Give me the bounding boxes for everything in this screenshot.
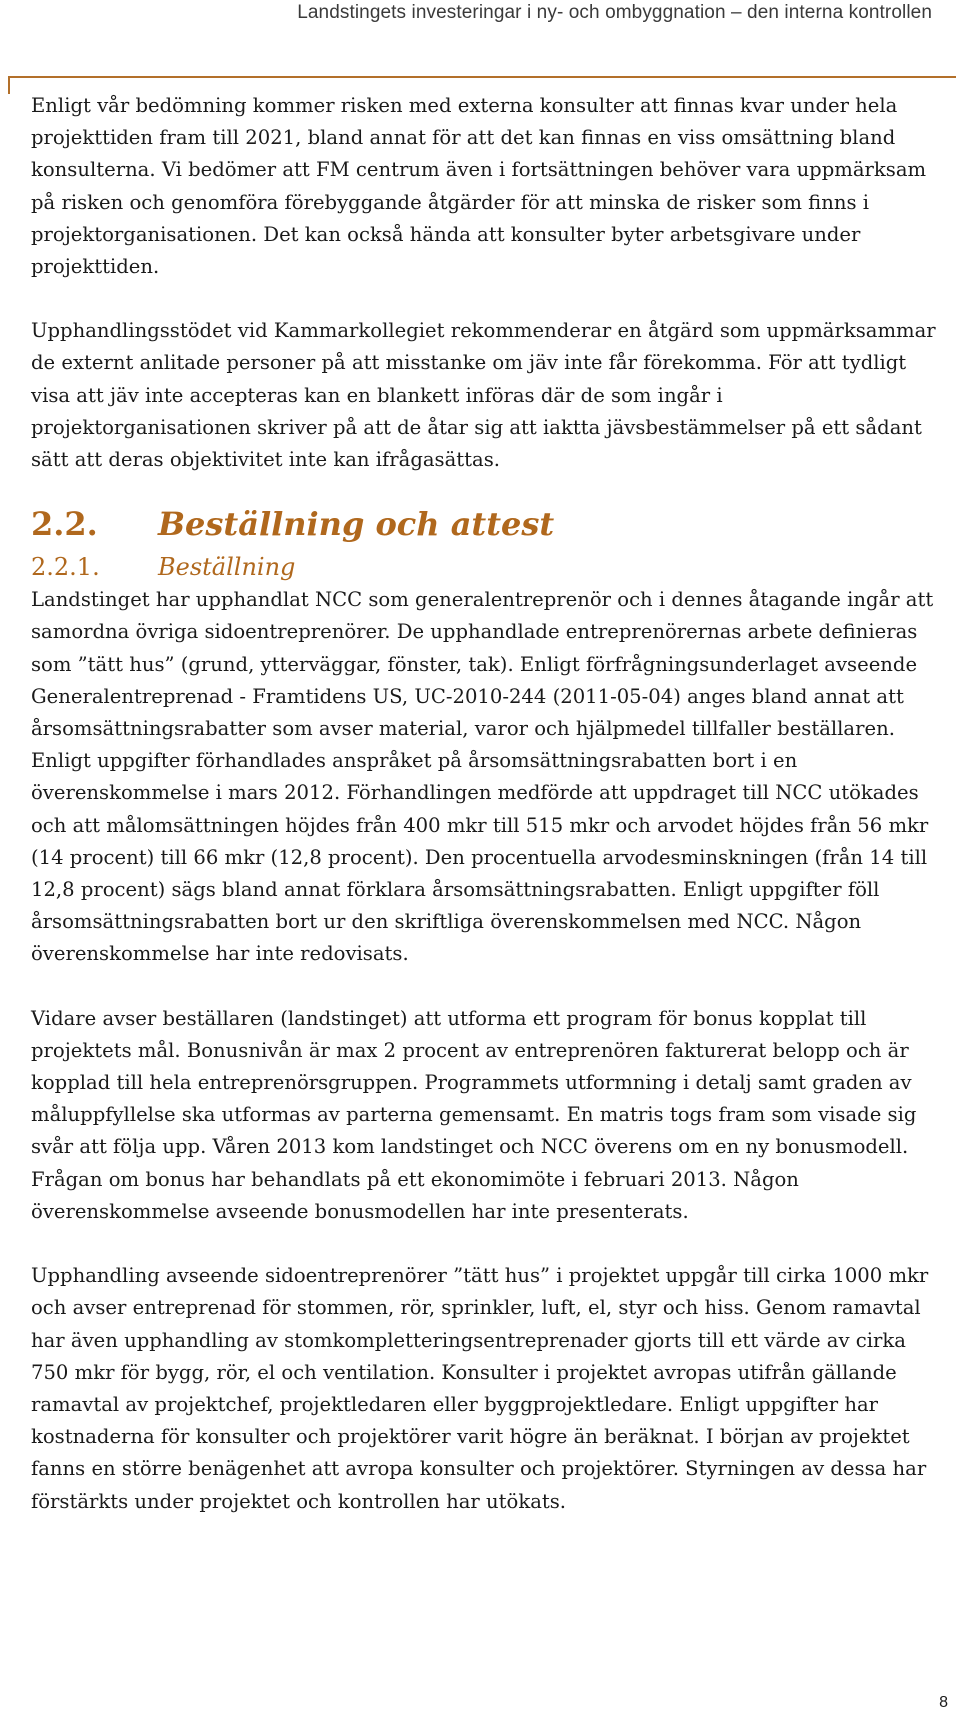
paragraph-procurement-support: Upphandlingsstödet vid Kammarkollegiet rekommenderar en åtgärd som uppmärksammar de externt anlitade personer på att misstanke om jäv inte får förekomma. För att tydligt visa att jäv inte accepteras kan en blankett införas där de som ingår i projektorganisationen skriver på att de åtar sig att iaktta jävsbestämmelser på ett sådant sätt att deras objektivitet inte kan ifrågasättas. bbox=[31, 319, 936, 472]
subsection-number: 2.2.1. bbox=[31, 553, 100, 582]
page-number: 8 bbox=[939, 1694, 948, 1711]
header-rule bbox=[8, 76, 956, 78]
paragraph-bonus-program: Vidare avser beställaren (landstinget) att utforma ett program för bonus kopplat till projektets mål. Bonusnivån är max 2 procent av entreprenören fakturerat belopp och är kopplad till hela entreprenörsgruppen. Programmets utformning i detalj samt graden av måluppfyllelse ska utformas av parterna gemensamt. En matris togs fram som visade sig svår att följa upp. Våren 2013 kom landstinget och NCC överens om en ny bonusmodell. Frågan om bonus har behandlats på ett ekonomimöte i februari 2013. Någon överenskommelse avseende bonusmodellen har inte presenterats. bbox=[31, 1006, 917, 1223]
page-body bbox=[31, 90, 936, 1518]
section-heading bbox=[31, 502, 936, 546]
section-number: 2.2. bbox=[31, 505, 98, 544]
paragraph-ncc-contract: Landstinget har upphandlat NCC som generalentreprenör och i dennes åtagande ingår att samordna övriga sidoentreprenörer. De upphandlade entreprenörernas arbete definieras som ”tätt hus” (grund, ytterväggar, fönster, tak). Enligt förfrågningsunderlaget avseende Generalentreprenad - Framtidens US, UC-2010-244 (2011-05-04) anges bland annat att årsomsättningsrabatter som avser material, varor och hjälpmedel tillfaller beställaren. Enligt uppgifter förhandlades anspråket på årsomsättningsrabatten bort i en överenskommelse i mars 2012. Förhandlingen medförde att uppdraget till NCC utökades och att målomsättningen höjdes från 400 mkr till 515 mkr och arvodet höjdes från 56 mkr (14 procent) till 66 mkr (12,8 procent). Den procentuella arvodesminskningen (från 14 till 12,8 procent) sägs bland annat förklara årsomsättningsrabatten. Enligt uppgifter föll årsomsättningsrabatten bort ur den skriftliga överenskommelsen med NCC. Någon överenskommelse har inte redovisats. bbox=[31, 588, 934, 966]
subsection-title: Beställning bbox=[158, 553, 296, 582]
paragraph-side-contractors: Upphandling avseende sidoentreprenörer ”tätt hus” i projektet uppgår till cirka 1000 mkr och avser entreprenad för stommen, rör, sprinkler, luft, el, styr och hiss. Genom ramavtal har även upphandling av stomkompletteringsentreprenader gjorts till ett värde av cirka 750 mkr för bygg, rör, el och ventilation. Konsulter i projektet avropas utifrån gällande ramavtal av projektchef, projektledaren eller byggprojektledare. Enligt uppgifter har kostnaderna för konsulter och projektörer varit högre än beräknat. I början av projektet fanns en större benägenhet att avropa konsulter och projektörer. Styrningen av dessa har förstärkts under projektet och kontrollen har utökats. bbox=[31, 1264, 929, 1513]
paragraph-consultant-risk: Enligt vår bedömning kommer risken med externa konsulter att finnas kvar under hela projekttiden fram till 2021, bland annat för att det kan finnas en viss omsättning bland konsulterna. Vi bedömer att FM centrum även i fortsättningen behöver vara uppmärksam på risken och genomföra förebyggande åtgärder för att minska de risker som finns i projektorganisationen. Det kan också hända att konsulter byter arbetsgivare under projekttiden. bbox=[31, 94, 927, 279]
header-rule-tick bbox=[8, 76, 10, 94]
running-header: Landstingets investeringar i ny- och ombyggnation – den interna kontrollen bbox=[297, 2, 932, 23]
subsection-heading bbox=[31, 550, 936, 584]
section-title: Beställning och attest bbox=[158, 505, 555, 544]
